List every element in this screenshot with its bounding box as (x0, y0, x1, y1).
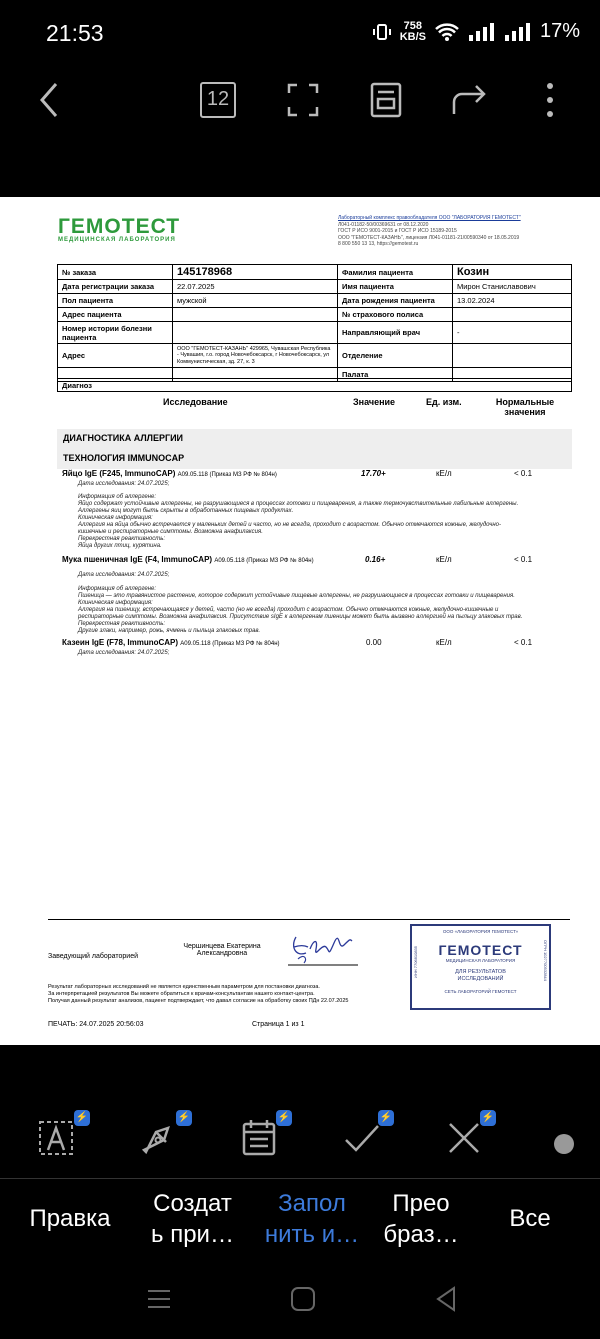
ai-badge-icon: ⚡ (378, 1110, 394, 1126)
checkmark-icon (342, 1118, 382, 1158)
test-info: Информация об аллергене: Яйцо содержат устойчивые аллергены, не разрушающиеся в процессах готовки и пищеварения, а также термочувствительные лабильные аллергены. Аллергены яиц могут быть скрыты в обработанных пищевых продуктах. Клиническая информация: Аллергия на яйца обычно встречается у маленьких детей и часто, но не всегда, проходит с возрастом. Обычно отмечаются кожные, желудочно- кишечные и респираторные симптомы. Возможна анафилаксия. Перекрестная реактивность: Яйца других птиц, курятина. (78, 494, 519, 549)
ai-badge-icon: ⚡ (74, 1110, 90, 1126)
edit-action[interactable]: Правка (29, 1205, 111, 1232)
test-row: Мука пшеничная IgE (F4, ImmunoCAP) A09.05.118 (Приказ МЗ РФ № 804н) (62, 555, 314, 564)
test-unit: кЕ/л (436, 638, 452, 647)
all-action[interactable]: Все (509, 1205, 551, 1232)
test-date: Дата исследования: 24.07.2025; (78, 572, 170, 578)
reader-mode-button[interactable] (370, 82, 402, 123)
test-unit: кЕ/л (436, 469, 452, 478)
check-tool[interactable] (342, 1112, 393, 1162)
cross-tool[interactable] (444, 1112, 495, 1162)
text-tool[interactable] (38, 1112, 89, 1162)
test-row: Казеин IgE (F78, ImmunoCAP) A09.05.118 (Приказ МЗ РФ № 804н) (62, 638, 280, 647)
status-bar (0, 0, 600, 70)
lab-info: Лабораторный комплекс правообладателя ООО "ЛАБОРАТОРИЯ ГЕМОТЕСТ" Л041-01182-50/00369631 от 08.12.2020 ГОСТ Р ИСО 9001-2015 и ГОСТ Р ИСО 15189-2015 ООО "ГЕМОТЕСТ-КАЗАНЬ", лицензия Л041-01181-21/00590340 от 18.05.2019 8 800 550 13 13, https://gemotest.ru (338, 215, 521, 247)
share-button[interactable] (450, 82, 490, 123)
test-unit: кЕ/л (436, 555, 452, 564)
convert-action[interactable]: Прео браз… (383, 1190, 459, 1248)
col-norm: Нормальные значения (495, 397, 555, 417)
more-icon (545, 82, 555, 118)
lab-stamp: ООО «ЛАБОРАТОРИЯ ГЕМОТЕСТ» ГЕМОТЕСТ МЕДИЦИНСКАЯ ЛАБОРАТОРИЯ ДЛЯ РЕЗУЛЬТАТОВ ИССЛЕДОВАНИЙ СЕТЬ ЛАБОРАТОРИЙ ГЕМОТЕСТ ИНН 7706810835 ОГРН 1027700532844 (410, 924, 551, 1010)
reader-mode-icon (370, 82, 402, 118)
col-unit: Ед. изм. (426, 397, 462, 407)
footer-divider (48, 919, 570, 920)
vibrate-icon (372, 22, 392, 42)
diagnosis-row: Диагноз (57, 378, 572, 392)
gemotest-logo: ГЕМОТЕСТ МЕДИЦИНСКАЯ ЛАБОРАТОРИЯ (58, 215, 181, 243)
dot-icon (552, 1118, 576, 1158)
section-allergy: ДИАГНОСТИКА АЛЛЕРГИИ (57, 429, 572, 449)
more-button[interactable] (545, 82, 555, 123)
test-norm: < 0.1 (514, 469, 533, 478)
page-count: 12 (200, 82, 236, 118)
share-icon (450, 82, 490, 118)
test-norm: < 0.1 (514, 555, 533, 564)
wifi-icon (434, 22, 460, 42)
page-count-button[interactable] (200, 82, 236, 118)
document-page[interactable] (0, 197, 600, 1045)
nav-back-button[interactable] (434, 1286, 460, 1317)
test-date: Дата исследования: 24.07.2025; (78, 650, 170, 656)
form-tool[interactable] (240, 1112, 291, 1162)
back-button[interactable] (36, 80, 64, 125)
fullscreen-button[interactable] (286, 82, 320, 123)
cross-icon (444, 1118, 484, 1158)
fullscreen-icon (286, 82, 320, 118)
signal-icon (468, 22, 496, 42)
section-immunocap: ТЕХНОЛОГИЯ IMMUNOCAP (57, 449, 572, 469)
recents-button[interactable] (146, 1286, 172, 1317)
recents-icon (146, 1286, 172, 1312)
viewer-toolbar (0, 70, 600, 130)
calendar-form-icon (240, 1118, 280, 1158)
patient-table: № заказа 145178968 Фамилия пациента Козин Дата регистрации заказа 22.07.2025 Имя пациента Мирон Станиславович Пол пациента мужской Дата рождения пациента 13.02.2024 Адрес пациента № страхового полиса Номер истории болезни пациента Направляющий врач - Адрес ООО "ГЕМОТЕСТ-КАЗАНЬ" 429965, Чувашская Республика - Чувашия, г.о. город Новочебоксарск, г Новочебоксарск, ул Коммунистическая, зд. 27, к. 3 Отделение Палата (57, 264, 572, 382)
system-nav-bar (0, 1280, 600, 1339)
network-speed: 758 KB/S (399, 19, 426, 43)
test-date: Дата исследования: 24.07.2025; (78, 481, 170, 487)
col-value: Значение (353, 397, 396, 407)
test-value: 0.16+ (365, 555, 386, 564)
annotation-tools (0, 1110, 600, 1170)
tools-divider (0, 1178, 600, 1179)
col-study: Исследование (163, 397, 228, 407)
ai-badge-icon: ⚡ (276, 1110, 292, 1126)
page-number: Страница 1 из 1 (252, 1021, 305, 1028)
status-time: 21:53 (46, 20, 104, 46)
test-value: 17.70+ (361, 469, 386, 478)
ai-badge-icon: ⚡ (176, 1110, 192, 1126)
nav-back-icon (434, 1286, 460, 1312)
test-row: Яйцо IgE (F245, ImmunoCAP) A09.05.118 (Приказ МЗ РФ № 804н) (62, 469, 277, 478)
disclaimer: Результат лабораторных исследований не является единственным параметром для постановки диагноза. За интерпретацией результатов Вы можете обратиться к врачам-консультантам нашего контакт-центра. Получая данный результат анализов, пациент подтверждает, что давал согласие на обработку своих ПДн 22.07.2025 (48, 984, 349, 1004)
test-norm: < 0.1 (514, 638, 533, 647)
head-name: Чершинцева Екатерина Александровна (183, 943, 261, 957)
pen-nib-icon (140, 1118, 180, 1158)
home-icon (290, 1286, 316, 1312)
fill-action[interactable]: Запол нить и… (264, 1190, 360, 1248)
battery-level: 17% (539, 20, 580, 42)
print-date: ПЕЧАТЬ: 24.07.2025 20:56:03 (48, 1021, 144, 1028)
signature-icon (288, 929, 360, 969)
sign-tool[interactable] (140, 1112, 191, 1162)
signal-icon-2 (504, 22, 532, 42)
text-box-icon (38, 1118, 78, 1158)
test-info: Информация об аллергене: Пшеница — это травянистое растение, которое содержит устойчивые пищевые аллергены, не разрушающиеся в процессах готовки и пищеварения. Клиническая информация: Аллергия на пшеницу, встречающаяся у детей, часто (но не всегда) проходит с возрастом. Обычно отмечаются кожные, желудочно-кишечные и респираторные симптомы. Возможна анафилаксия. Присутствие sIgE к аллергенам пшеницы может быть вызвано аллергией на пыльцу злаковых трав. Перекрестная реактивность: Другие злаки, например, рожь, ячмень и пыльца злаковых трав. (78, 586, 523, 634)
home-button[interactable] (290, 1286, 316, 1317)
ai-badge-icon: ⚡ (480, 1110, 496, 1126)
head-label: Заведующий лабораторией (48, 953, 138, 960)
create-action[interactable]: Создат ь при… (151, 1190, 234, 1248)
test-value: 0.00 (366, 638, 382, 647)
back-icon (36, 80, 64, 120)
dot-tool[interactable] (552, 1118, 596, 1162)
